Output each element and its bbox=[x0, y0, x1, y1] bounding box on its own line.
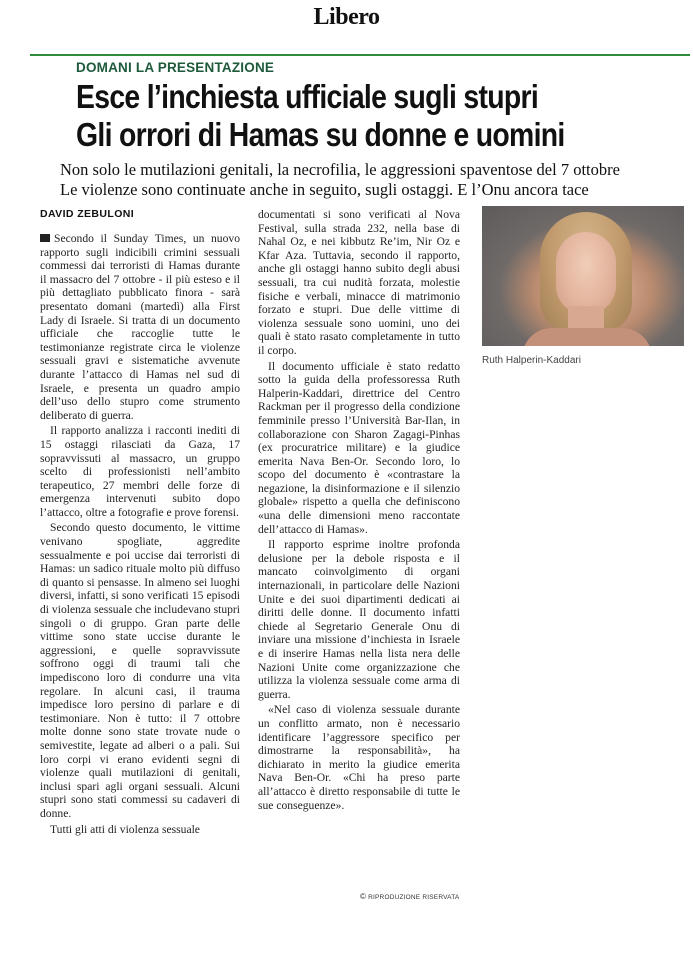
paragraph: Il documento ufficiale è stato redatto sotto la guida della professoressa Ruth Halperin-Kaddari, direttrice del Centro Rackman per il progresso della condizione femminile presso l’Università Bar-Ilan, in collaborazione con Sharon Zagagi-Pinhas (ex procuratrice militare) e la giudice emerita Nava Ben-Or. Secondo loro, lo scopo del documento è «contrastare la negazione, la disinformazione e il silenzio globale» rispetto a quella che definiscono «una delle dimensioni meno raccontate dell’attacco di Hamas». bbox=[258, 359, 460, 536]
masthead-rule bbox=[30, 54, 690, 56]
byline: DAVID ZEBULONI bbox=[40, 208, 135, 220]
paragraph-text: Secondo il Sunday Times, un nuovo rapporto sugli indicibili crimini sessuali commessi dai terroristi di Hamas durante il massacro del 7 ottobre - il più esteso e il più dettagliato pubblicato finora - sarà presentato domani (martedì) alla First Lady di Israele. Si tratta di un documento ufficiale che raccoglie tutte le testimonianze registrate circa le violenze sessuali gravi e sistematiche avvenute durante l’attacco di Hamas nel sud di Israele, e presenta un quadro ampio dell’uso dello stupro come strumento deliberato di guerra. bbox=[40, 232, 240, 422]
newspaper-logo: Libero bbox=[313, 4, 380, 30]
paragraph: Il rapporto esprime inoltre profonda delusione per la debole risposta e il mancato coinvolgimento di organi internazionali, in particolare delle Nazioni Unite e dei suoi dipartimenti dedicati ai diritti delle donne. Il documento infatti chiede al Segretario Generale Onu di inviare una missione d’inchiesta in Israele e di inserire Hamas nella lista nera delle Nazioni Unite come organizzazione che utilizza la violenza sessuale come arma di guerra. bbox=[258, 538, 460, 701]
subhead bbox=[60, 160, 690, 200]
photo-caption: Ruth Halperin-Kaddari bbox=[482, 355, 581, 366]
paragraph: «Nel caso di violenza sessuale durante un conflitto armato, non è necessario identificare l’aggressore specifico per dimostrarne la responsabilità», ha dichiarato in merito la giudice emerita Nava Ben-Or. «Chi ha preso parte all’attacco è diretto responsabile di tutte le sue conseguenze». bbox=[258, 703, 460, 812]
headline-line-1: Esce l’inchiesta ufficiale sugli stupri bbox=[76, 78, 539, 115]
paragraph: Tutti gli atti di violenza sessuale bbox=[50, 822, 200, 836]
photo-shoulders bbox=[522, 328, 652, 346]
copyright-text: RIPRODUZIONE RISERVATA bbox=[368, 894, 460, 901]
photo-face bbox=[556, 232, 616, 314]
copyright-notice bbox=[360, 892, 459, 901]
paragraph: Secondo questo documento, le vittime venivano spogliate, aggredite sessualmente e poi uccise dai terroristi di Hamas: un sadico rituale molto più diffuso di quanto si pensasse. In almeno sei luoghi diversi, infatti, si sono verificati 15 episodi di violenza sessuale che includevano stupri singoli o di gruppo. Gran parte delle vittime sono state uccise durante le aggressioni, e quelle sopravvissute soffrono oggi di traumi tali che impediscono loro di condurre una vita regolare. In alcuni casi, il trauma impedisce loro persino di parlare e di testimoniare. Non è tutto: il 7 ottobre molte donne sono state trovate nude o semivestite, legate ad alberi o a pali. Sui loro corpi vi erano evidenti segni di violenze quali mutilazioni di genitali, inclusi spari agli organi sessuali. Alcuni stupri sono stati commessi su cadaveri di donne. bbox=[40, 521, 240, 820]
kicker: DOMANI LA PRESENTAZIONE bbox=[76, 60, 275, 75]
paragraph: Il rapporto analizza i racconti inediti di 15 ostaggi rilasciati da Gaza, 17 sopravvissuti al massacro, un gruppo scelto di professionisti nell’ambito terapeutico, 27 membri delle forze di emergenza intervenuti subito dopo l’attacco, oltre a fotografie e prove forensi. bbox=[40, 424, 240, 519]
subhead-line-1: Non solo le mutilazioni genitali, la necrofilia, le aggressioni spaventose del 7 ottobre bbox=[60, 160, 620, 179]
article-column-1 bbox=[40, 232, 240, 838]
article-column-2 bbox=[258, 208, 460, 814]
headline-line-2: Gli orrori di Hamas su donne e uomini bbox=[76, 116, 565, 153]
copyright-icon: © bbox=[360, 892, 367, 901]
portrait-photo bbox=[482, 206, 684, 346]
lead-square-icon bbox=[40, 234, 50, 242]
headline bbox=[76, 78, 601, 154]
paragraph: documentati si sono verificati al Nova Festival, sulla strada 232, nella base di Nahal Oz, e nei kibbutz Re’im, Nir Oz e Kfar Aza. Tuttavia, secondo il rapporto, anche gli ostaggi hanno subito degli abusi sessuali, tra cui nudità forzata, molestie fisiche e verbali, minacce di matrimonio forzato e stupri. Due delle vittime di violenza sessuale sono uomini, uno dei quali è stato rasato completamente in tutto il corpo. bbox=[258, 208, 460, 357]
subhead-line-2: Le violenze sono continuate anche in seguito, sugli ostaggi. E l’Onu ancora tace bbox=[60, 180, 589, 199]
paragraph bbox=[40, 232, 240, 422]
masthead bbox=[0, 0, 693, 34]
